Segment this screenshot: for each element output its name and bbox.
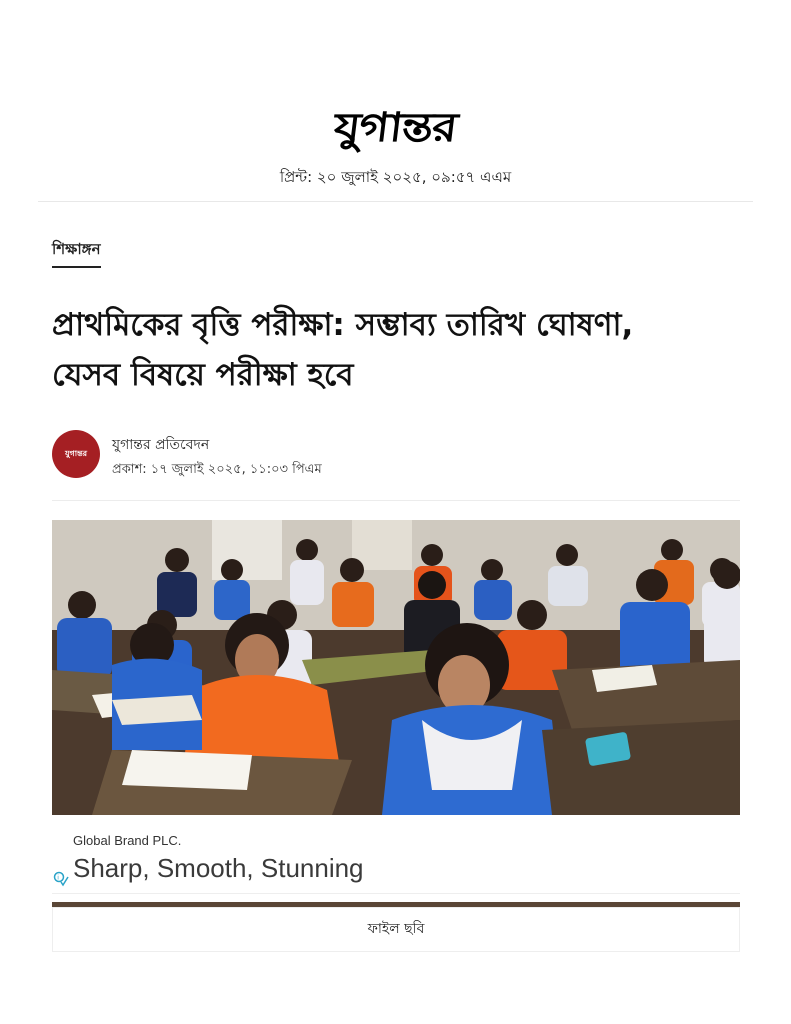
- sponsored-ad[interactable]: [52, 815, 740, 894]
- ad-choices-icon[interactable]: [53, 871, 69, 887]
- ad-brand: Global Brand PLC.: [73, 833, 182, 848]
- masthead: [0, 104, 791, 152]
- article-photo: [52, 520, 740, 815]
- article-headline: প্রাথমিকের বৃত্তি পরীক্ষা: সম্ভাব্য তারিখ ঘোষণা, যেসব বিষয়ে পরীক্ষা হবে: [52, 307, 634, 393]
- ad-tagline[interactable]: Sharp, Smooth, Stunning: [73, 853, 364, 883]
- svg-text:i: i: [57, 874, 59, 882]
- print-date: প্রিন্ট: ২০ জুলাই ২০২৫, ০৯:৫৭ এএম: [279, 168, 512, 186]
- image-caption: ফাইল ছবি: [52, 907, 740, 952]
- author-avatar: [52, 430, 100, 478]
- byline-divider: [52, 500, 740, 501]
- category-link[interactable]: শিক্ষাঙ্গন: [52, 238, 101, 268]
- publish-date: প্রকাশ: ১৭ জুলাই ২০২৫, ১১:০৩ পিএম: [112, 462, 322, 477]
- avatar-logo-text: যুগান্তর: [64, 447, 88, 458]
- header-divider: [38, 201, 753, 202]
- author-name[interactable]: যুগান্তর প্রতিবেদন: [112, 437, 210, 453]
- site-logo[interactable]: যুগান্তর: [331, 104, 460, 151]
